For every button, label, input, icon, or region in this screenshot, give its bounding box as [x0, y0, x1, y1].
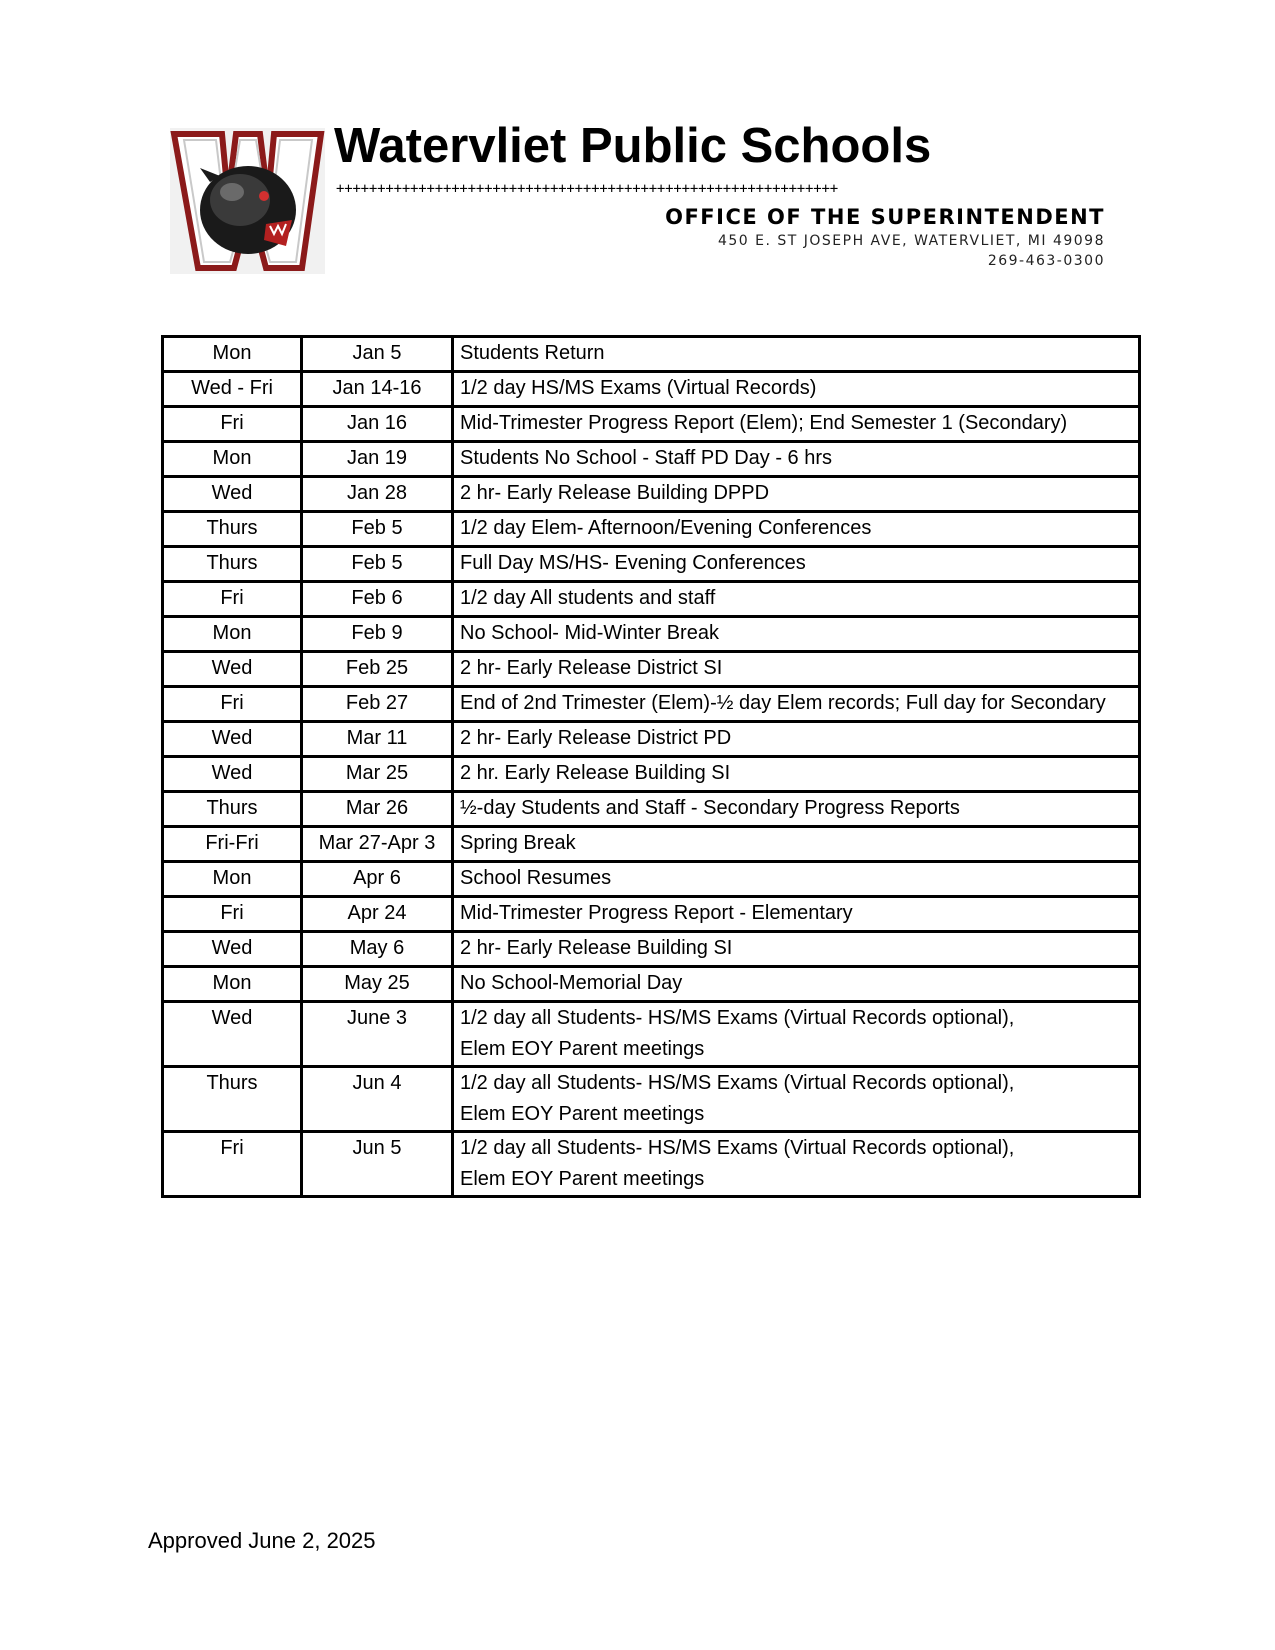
event-cell [453, 1132, 1140, 1197]
day-cell: Wed [163, 1002, 302, 1067]
calendar-table [161, 335, 1141, 1198]
event-cell [453, 512, 1140, 547]
date-cell: May 25 [302, 967, 453, 1002]
day-cell: Wed [163, 477, 302, 512]
date-cell: Jan 19 [302, 442, 453, 477]
event-cell [453, 722, 1140, 757]
table-row [163, 372, 1140, 407]
table-row [163, 862, 1140, 897]
date-cell: Apr 6 [302, 862, 453, 897]
event-text: 2 hr- Early Release District SI [460, 657, 723, 679]
date-cell: May 6 [302, 932, 453, 967]
event-text: School Resumes [460, 867, 612, 889]
event-text: 1/2 day all Students- HS/MS Exams (Virtual Records optional), [460, 1072, 1015, 1094]
event-cell [453, 372, 1140, 407]
table-row [163, 512, 1140, 547]
table-row [163, 687, 1140, 722]
date-cell: Jan 16 [302, 407, 453, 442]
day-cell: Thurs [163, 547, 302, 582]
day-cell: Wed [163, 932, 302, 967]
day-cell: Thurs [163, 512, 302, 547]
event-text: 1/2 day all Students- HS/MS Exams (Virtual Records optional), [460, 1007, 1015, 1029]
table-row [163, 407, 1140, 442]
event-text: 1/2 day Elem- Afternoon/Evening Conferences [460, 517, 872, 539]
table-row [163, 582, 1140, 617]
event-cell [453, 337, 1140, 372]
event-text: Mid-Trimester Progress Report - Elementary [460, 902, 853, 924]
table-row [163, 897, 1140, 932]
date-cell: Apr 24 [302, 897, 453, 932]
day-cell: Fri [163, 1132, 302, 1197]
table-row [163, 547, 1140, 582]
day-cell: Fri [163, 897, 302, 932]
day-cell: Thurs [163, 1067, 302, 1132]
event-text-continued: Elem EOY Parent meetings [460, 1103, 705, 1125]
event-text: Mid-Trimester Progress Report (Elem); End Semester 1 (Secondary) [460, 412, 1068, 434]
day-cell: Mon [163, 862, 302, 897]
date-cell: Jan 28 [302, 477, 453, 512]
event-cell [453, 582, 1140, 617]
event-text: 2 hr- Early Release District PD [460, 727, 732, 749]
office-title: OFFICE OF THE SUPERINTENDENT [665, 205, 1105, 229]
panther-w-logo-icon [170, 128, 325, 274]
date-cell: Mar 11 [302, 722, 453, 757]
event-cell [453, 862, 1140, 897]
table-row [163, 1067, 1140, 1132]
table-row [163, 722, 1140, 757]
table-row [163, 652, 1140, 687]
event-text-continued: Elem EOY Parent meetings [460, 1038, 705, 1060]
table-row [163, 337, 1140, 372]
date-cell: Mar 27-Apr 3 [302, 827, 453, 862]
day-cell: Fri [163, 687, 302, 722]
table-row [163, 932, 1140, 967]
event-cell [453, 407, 1140, 442]
approval-date: Approved June 2, 2025 [148, 1528, 376, 1553]
event-cell [453, 442, 1140, 477]
day-cell: Mon [163, 617, 302, 652]
event-cell [453, 1067, 1140, 1132]
event-cell [453, 897, 1140, 932]
event-text: 1/2 day HS/MS Exams (Virtual Records) [460, 377, 817, 399]
date-cell: Feb 5 [302, 547, 453, 582]
day-cell: Thurs [163, 792, 302, 827]
event-cell [453, 792, 1140, 827]
event-text: Students Return [460, 342, 605, 364]
event-cell [453, 967, 1140, 1002]
table-row [163, 442, 1140, 477]
event-text: End of 2nd Trimester (Elem)-½ day Elem records; Full day for Secondary [460, 692, 1106, 714]
day-cell: Wed - Fri [163, 372, 302, 407]
date-cell: Feb 27 [302, 687, 453, 722]
event-cell [453, 617, 1140, 652]
event-cell [453, 547, 1140, 582]
date-cell: Jun 5 [302, 1132, 453, 1197]
event-text: Full Day MS/HS- Evening Conferences [460, 552, 806, 574]
event-text: Students No School - Staff PD Day - 6 hrs [460, 447, 833, 469]
event-text: 2 hr- Early Release Building SI [460, 937, 733, 959]
table-row [163, 967, 1140, 1002]
event-cell [453, 687, 1140, 722]
day-cell: Mon [163, 967, 302, 1002]
table-row [163, 477, 1140, 512]
date-cell: Jun 4 [302, 1067, 453, 1132]
event-cell [453, 932, 1140, 967]
date-cell: Mar 25 [302, 757, 453, 792]
event-cell [453, 477, 1140, 512]
date-cell: Jan 14-16 [302, 372, 453, 407]
day-cell: Mon [163, 337, 302, 372]
table-row [163, 1002, 1140, 1067]
day-cell: Wed [163, 722, 302, 757]
event-cell [453, 1002, 1140, 1067]
event-text: 2 hr- Early Release Building DPPD [460, 482, 770, 504]
event-text-continued: Elem EOY Parent meetings [460, 1168, 705, 1190]
event-text: No School-Memorial Day [460, 972, 683, 994]
day-cell: Wed [163, 652, 302, 687]
table-row [163, 1132, 1140, 1197]
day-cell: Wed [163, 757, 302, 792]
table-row [163, 757, 1140, 792]
date-cell: Mar 26 [302, 792, 453, 827]
event-text: No School- Mid-Winter Break [460, 622, 719, 644]
day-cell: Fri-Fri [163, 827, 302, 862]
event-cell [453, 652, 1140, 687]
day-cell: Mon [163, 442, 302, 477]
event-text: 2 hr. Early Release Building SI [460, 762, 731, 784]
date-cell: Feb 9 [302, 617, 453, 652]
day-cell: Fri [163, 582, 302, 617]
event-text: 1/2 day All students and staff [460, 587, 716, 609]
table-row [163, 827, 1140, 862]
table-row [163, 792, 1140, 827]
event-text: Spring Break [460, 832, 576, 854]
table-row [163, 617, 1140, 652]
calendar-body [163, 337, 1140, 1197]
school-name: Watervliet Public Schools [334, 119, 932, 173]
event-text: 1/2 day all Students- HS/MS Exams (Virtual Records optional), [460, 1137, 1015, 1159]
office-address: 450 E. ST JOSEPH AVE, WATERVLIET, MI 49098 [717, 233, 1105, 249]
day-cell: Fri [163, 407, 302, 442]
date-cell: Jan 5 [302, 337, 453, 372]
date-cell: Feb 6 [302, 582, 453, 617]
decorative-plus-rule: +++++++++++++++++++++++++++++++++++++++++++++++++++++++++++++ [336, 181, 838, 197]
date-cell: Feb 25 [302, 652, 453, 687]
event-cell [453, 827, 1140, 862]
event-text: ½-day Students and Staff - Secondary Progress Reports [460, 797, 960, 819]
date-cell: June 3 [302, 1002, 453, 1067]
event-cell [453, 757, 1140, 792]
date-cell: Feb 5 [302, 512, 453, 547]
office-phone: 269-463-0300 [987, 253, 1105, 269]
